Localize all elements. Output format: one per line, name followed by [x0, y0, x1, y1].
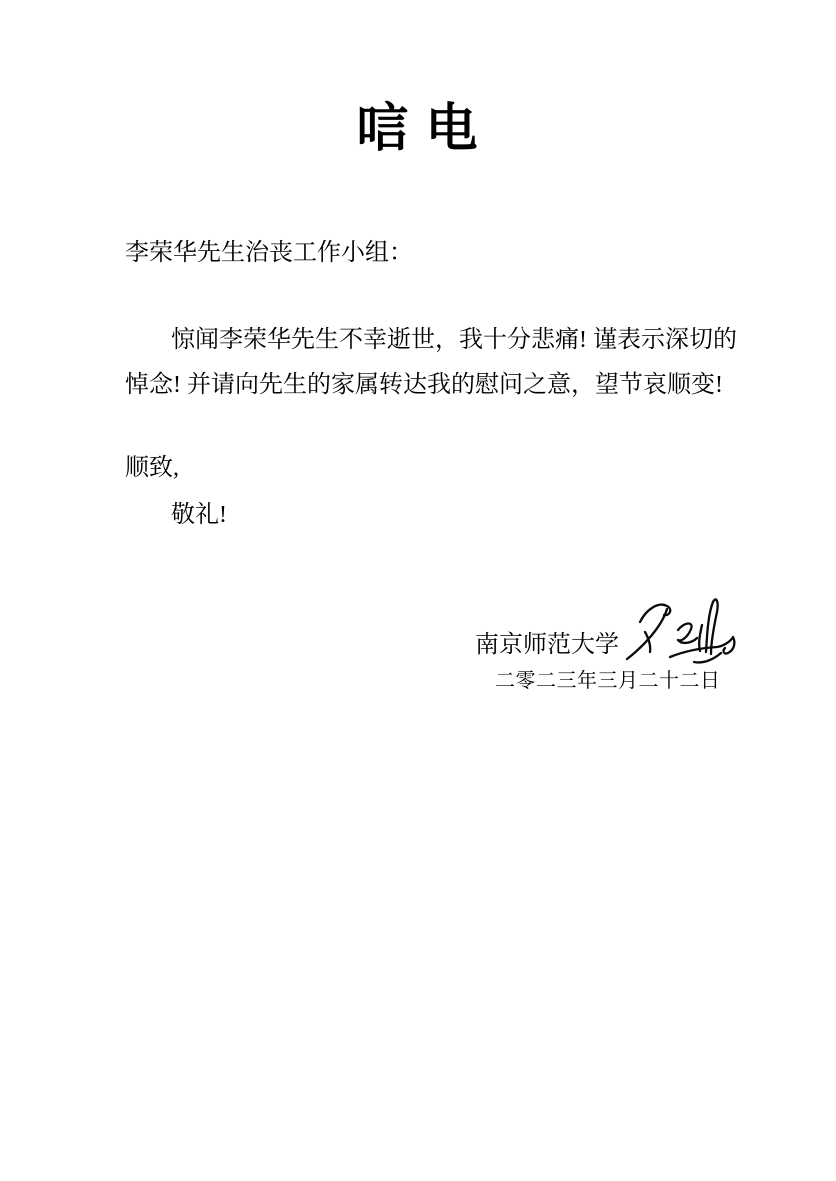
closing-shunzhi-line: 顺致,: [125, 455, 179, 481]
signature-date: 二零二三年三月二十二日: [495, 670, 721, 692]
signature-organization: 南京师范大学: [475, 632, 619, 658]
body-paragraph-line-2: 悼念! 并请向先生的家属转达我的慰问之意，望节哀顺变!: [125, 372, 723, 398]
handwritten-signature-icon: [620, 596, 740, 668]
letter-title: 唁 电: [356, 101, 480, 158]
salutation-line: 李荣华先生治丧工作小组：: [125, 240, 413, 266]
body-paragraph-line-1: 惊闻李荣华先生不幸逝世，我十分悲痛! 谨表示深切的: [171, 327, 737, 353]
closing-jingli-line: 敬礼!: [171, 502, 227, 528]
